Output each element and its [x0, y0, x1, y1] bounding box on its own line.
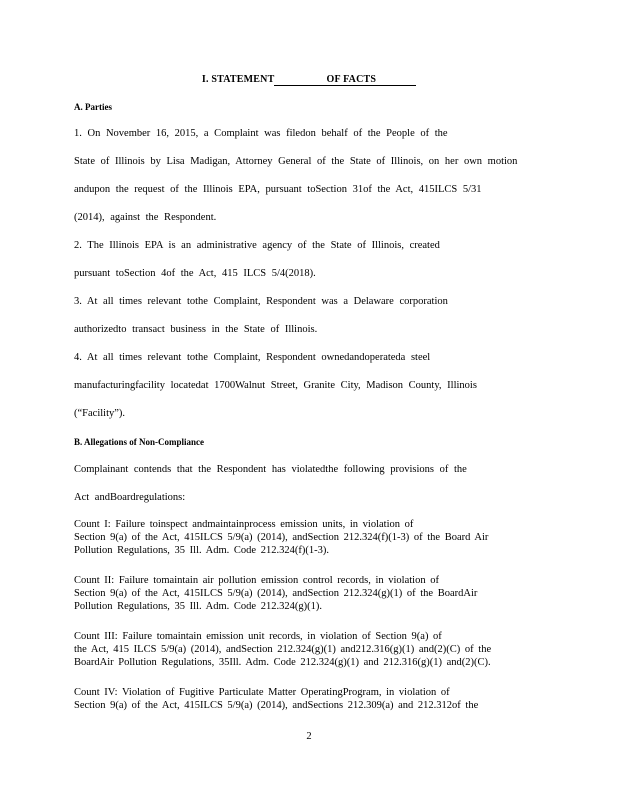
para4-line: (“Facility”). [74, 408, 126, 419]
count4-line: Count IV: Violation of Fugitive Particulate Matter OperatingProgram, in violation of [74, 687, 450, 698]
para4-line: manufacturingfacility locatedat 1700Walnut Street, Granite City, Madison County, Illinois [74, 380, 477, 391]
title-underline [274, 74, 416, 86]
section-title [0, 74, 618, 86]
intro-line: Complainant contends that the Respondent has violatedthe following provisions of the [74, 464, 467, 475]
heading-parties: A. Parties [74, 102, 112, 112]
count1-line: Pollution Regulations, 35 Ill. Adm. Code 212.324(f)(1-3). [74, 545, 329, 556]
para1-line: andupon the request of the Illinois EPA, pursuant toSection 31of the Act, 415ILCS 5/31 [74, 184, 482, 195]
count3-line: BoardAir Pollution Regulations, 35Ill. Adm. Code 212.324(g)(1) and 212.316(g)(1) and(2)(C). [74, 657, 491, 668]
count3-line: Count III: Failure tomaintain emission unit records, in violation of Section 9(a) of [74, 631, 442, 642]
intro-line: Act andBoardregulations: [74, 492, 186, 503]
title-part1: I. STATEMENT [201, 74, 275, 85]
para2-line: 2. The Illinois EPA is an administrative agency of the State of Illinois, created [74, 240, 440, 251]
count2-line: Section 9(a) of the Act, 415ILCS 5/9(a) (2014), andSection 212.324(g)(1) of the BoardAir [74, 588, 478, 599]
para2-line: pursuant toSection 4of the Act, 415 ILCS 5/4(2018). [74, 268, 316, 279]
count2-line: Count II: Failure tomaintain air pollution emission control records, in violation of [74, 575, 439, 586]
title-part2: OF FACTS [326, 74, 377, 85]
heading-allegations: B. Allegations of Non-Compliance [74, 437, 205, 447]
para4-line: 4. At all times relevant tothe Complaint, Respondent ownedandoperateda steel [74, 352, 431, 363]
para1-line: State of Illinois by Lisa Madigan, Attorney General of the State of Illinois, on her own motion [74, 156, 518, 167]
count1-line: Section 9(a) of the Act, 415ILCS 5/9(a) (2014), andSection 212.324(f)(1-3) of the Board Air [74, 532, 489, 543]
para3-line: 3. At all times relevant tothe Complaint, Respondent was a Delaware corporation [74, 296, 448, 307]
page-number: 2 [306, 731, 312, 742]
count2-line: Pollution Regulations, 35 Ill. Adm. Code 212.324(g)(1). [74, 601, 322, 612]
count3-line: the Act, 415 ILCS 5/9(a) (2014), andSection 212.324(g)(1) and212.316(g)(1) and(2)(C) of the [74, 644, 492, 655]
para1-line: 1. On November 16, 2015, a Complaint was filedon behalf of the People of the [74, 128, 448, 139]
count1-line: Count I: Failure toinspect andmaintainprocess emission units, in violation of [74, 519, 414, 530]
count4-line: Section 9(a) of the Act, 415ILCS 5/9(a) (2014), andSections 212.309(a) and 212.312of the [74, 700, 479, 711]
para3-line: authorizedto transact business in the State of Illinois. [74, 324, 318, 335]
para1-line: (2014), against the Respondent. [74, 212, 217, 223]
